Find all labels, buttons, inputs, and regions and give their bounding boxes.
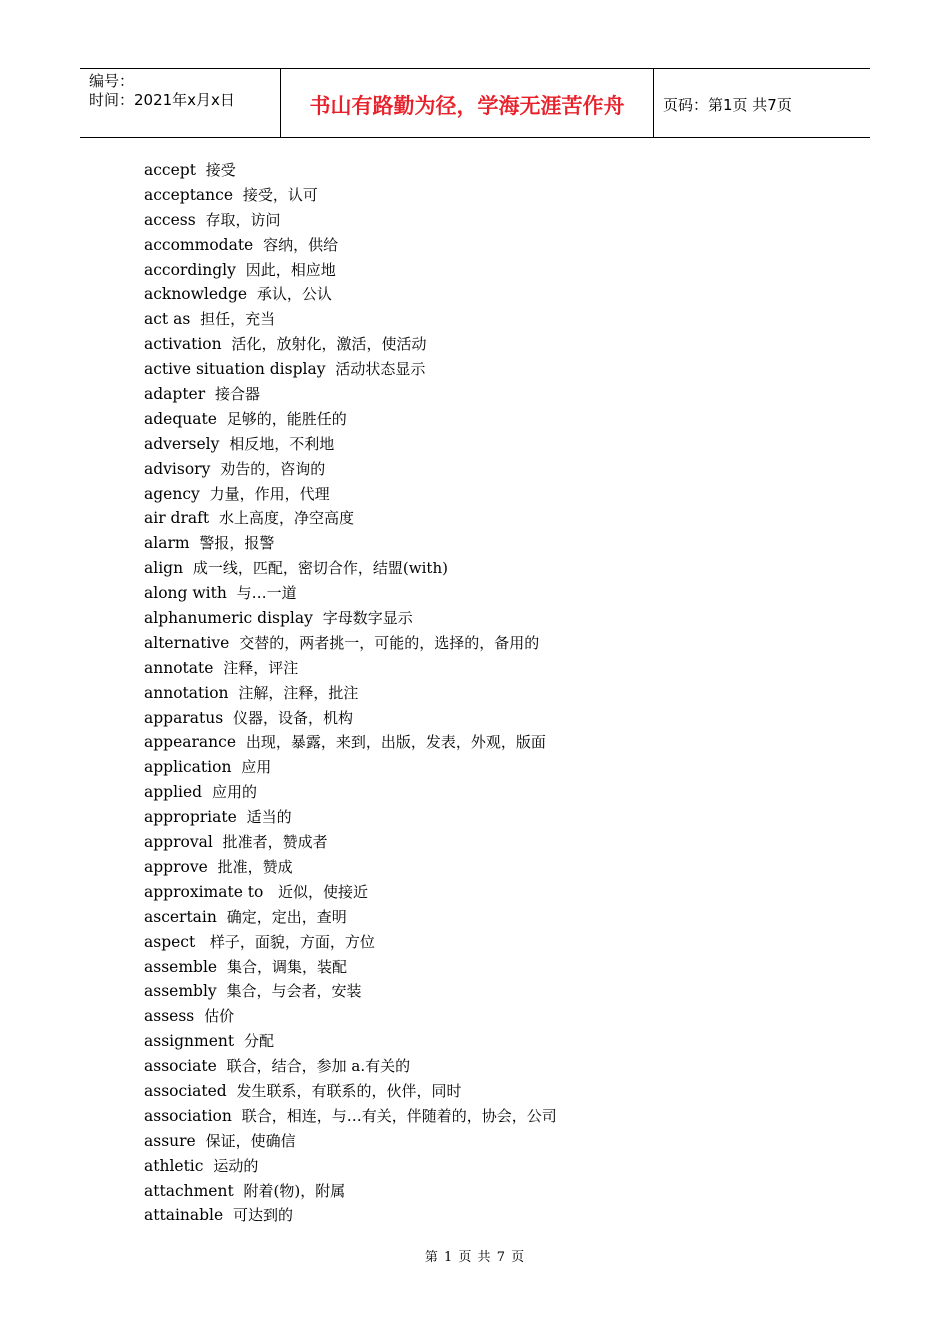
vocab-chinese: 估价 bbox=[204, 1007, 235, 1026]
vocab-entry bbox=[144, 855, 557, 880]
vocab-entry bbox=[144, 955, 557, 980]
vocab-english: act as bbox=[144, 310, 191, 329]
vocab-entry bbox=[144, 233, 557, 258]
vocab-chinese: 批准者，赞成者 bbox=[222, 833, 328, 852]
vocab-chinese: 近似，使接近 bbox=[273, 882, 368, 901]
vocab-chinese: 分配 bbox=[243, 1032, 274, 1051]
vocab-english: access bbox=[144, 210, 196, 229]
vocabulary-list bbox=[144, 158, 557, 1228]
vocab-english: athletic bbox=[144, 1156, 204, 1175]
vocab-english: appropriate bbox=[144, 808, 237, 827]
vocab-english: approve bbox=[144, 857, 208, 876]
vocab-entry bbox=[144, 1004, 557, 1029]
vocab-english: approximate to bbox=[144, 882, 264, 901]
vocab-english: alphanumeric display bbox=[144, 609, 313, 628]
vocab-entry bbox=[144, 482, 557, 507]
vocab-chinese: 接受，认可 bbox=[242, 185, 318, 204]
vocab-english: accordingly bbox=[144, 260, 236, 279]
vocab-chinese: 活化，放射化，激活，使活动 bbox=[231, 335, 427, 354]
vocab-chinese: 相反地，不利地 bbox=[229, 434, 335, 453]
vocab-english: accommodate bbox=[144, 235, 254, 254]
vocab-entry bbox=[144, 606, 557, 631]
vocab-chinese: 与…一道 bbox=[236, 584, 297, 603]
vocab-entry bbox=[144, 457, 557, 482]
vocab-english: advisory bbox=[144, 459, 211, 478]
vocab-chinese: 仪器，设备，机构 bbox=[233, 708, 354, 727]
vocab-english: applied bbox=[144, 783, 203, 802]
vocab-chinese: 应用的 bbox=[211, 783, 257, 802]
vocab-entry bbox=[144, 581, 557, 606]
vocab-entry bbox=[144, 506, 557, 531]
vocab-chinese: 注解，注释，批注 bbox=[238, 683, 359, 702]
vocab-entry bbox=[144, 307, 557, 332]
vocab-english: application bbox=[144, 758, 232, 777]
vocab-chinese: 足够的，能胜任的 bbox=[226, 409, 347, 428]
vocab-entry bbox=[144, 183, 557, 208]
vocab-entry bbox=[144, 208, 557, 233]
vocab-chinese: 交替的，两者挑一，可能的，选择的，备用的 bbox=[239, 633, 540, 652]
vocab-entry bbox=[144, 656, 557, 681]
vocab-english: aspect bbox=[144, 932, 196, 951]
vocab-chinese: 确定，定出，查明 bbox=[226, 907, 347, 926]
vocab-chinese: 应用 bbox=[241, 758, 272, 777]
vocab-chinese: 劝告的，咨询的 bbox=[220, 459, 326, 478]
vocab-entry bbox=[144, 407, 557, 432]
vocab-english: acceptance bbox=[144, 185, 234, 204]
vocab-english: assess bbox=[144, 1007, 195, 1026]
vocab-english: agency bbox=[144, 484, 200, 503]
vocab-english: assembly bbox=[144, 982, 217, 1001]
document-header bbox=[80, 68, 870, 138]
vocab-english: approval bbox=[144, 833, 213, 852]
vocab-english: active situation display bbox=[144, 360, 326, 379]
vocab-chinese: 接合器 bbox=[215, 385, 261, 404]
vocab-entry bbox=[144, 681, 557, 706]
vocab-english: assure bbox=[144, 1131, 196, 1150]
vocab-english: appearance bbox=[144, 733, 236, 752]
vocab-chinese: 成一线，匹配，密切合作，结盟(with) bbox=[192, 559, 448, 578]
vocab-entry bbox=[144, 1054, 557, 1079]
vocab-chinese: 可达到的 bbox=[233, 1206, 294, 1225]
vocab-chinese: 保证，使确信 bbox=[205, 1131, 296, 1150]
vocab-entry bbox=[144, 258, 557, 283]
vocab-entry bbox=[144, 357, 557, 382]
vocab-english: assemble bbox=[144, 957, 218, 976]
vocab-entry bbox=[144, 382, 557, 407]
vocab-english: adapter bbox=[144, 385, 206, 404]
vocab-english: accept bbox=[144, 161, 196, 179]
vocab-entry bbox=[144, 979, 557, 1004]
vocab-entry bbox=[144, 805, 557, 830]
vocab-chinese: 联合，相连，与…有关，伴随着的，协会，公司 bbox=[241, 1106, 557, 1125]
vocab-entry bbox=[144, 556, 557, 581]
vocab-chinese: 批准，赞成 bbox=[217, 857, 293, 876]
page-footer: 第 1 页 共 7 页 bbox=[424, 1250, 526, 1265]
vocab-english: attachment bbox=[144, 1181, 234, 1200]
vocab-english: activation bbox=[144, 335, 222, 354]
vocab-chinese: 因此，相应地 bbox=[245, 260, 336, 279]
vocab-entry bbox=[144, 706, 557, 731]
vocab-chinese: 容纳，供给 bbox=[263, 235, 339, 254]
vocab-chinese: 力量，作用，代理 bbox=[209, 484, 330, 503]
vocab-chinese: 警报，报警 bbox=[199, 534, 275, 553]
vocab-chinese: 存取，访问 bbox=[205, 210, 281, 229]
vocab-entry bbox=[144, 432, 557, 457]
vocab-entry bbox=[144, 531, 557, 556]
vocab-chinese: 接受 bbox=[205, 161, 236, 179]
vocab-english: align bbox=[144, 559, 184, 578]
header-page-info: 页码：第1页 共7页 bbox=[663, 96, 792, 114]
vocab-chinese: 集合，与会者，安装 bbox=[226, 982, 362, 1001]
vocab-english: assignment bbox=[144, 1032, 235, 1051]
vocab-entry bbox=[144, 332, 557, 357]
vocab-entry bbox=[144, 905, 557, 930]
number-label: 编号： bbox=[89, 72, 135, 90]
vocab-english: annotate bbox=[144, 658, 214, 677]
vocab-english: apparatus bbox=[144, 708, 224, 727]
vocab-english: acknowledge bbox=[144, 285, 248, 304]
vocab-english: attainable bbox=[144, 1206, 224, 1225]
vocab-chinese: 担任，充当 bbox=[200, 310, 276, 329]
header-meta bbox=[80, 69, 281, 137]
vocab-entry bbox=[144, 830, 557, 855]
header-motto: 书山有路勤为径，学海无涯苦作舟 bbox=[281, 69, 654, 137]
vocab-entry bbox=[144, 158, 557, 183]
vocab-english: associated bbox=[144, 1081, 227, 1100]
vocab-chinese: 发生联系，有联系的，伙伴，同时 bbox=[236, 1081, 462, 1100]
date-label: 时间：2021年x月x日 bbox=[89, 91, 235, 109]
vocab-chinese: 集合，调集，装配 bbox=[226, 957, 347, 976]
vocab-chinese: 适当的 bbox=[246, 808, 292, 827]
vocab-chinese: 出现，暴露，来到，出版，发表，外观，版面 bbox=[245, 733, 546, 752]
vocab-english: adversely bbox=[144, 434, 220, 453]
vocab-english: along with bbox=[144, 584, 227, 603]
vocab-chinese: 水上高度，净空高度 bbox=[218, 509, 354, 528]
vocab-chinese: 承认，公认 bbox=[256, 285, 332, 304]
vocab-entry bbox=[144, 631, 557, 656]
vocab-entry bbox=[144, 1029, 557, 1054]
vocab-english: annotation bbox=[144, 683, 229, 702]
vocab-english: adequate bbox=[144, 409, 217, 428]
vocab-english: associate bbox=[144, 1057, 217, 1076]
vocab-entry bbox=[144, 1179, 557, 1204]
vocab-chinese: 活动状态显示 bbox=[335, 360, 426, 379]
vocab-entry bbox=[144, 1104, 557, 1129]
vocab-entry bbox=[144, 1129, 557, 1154]
vocab-chinese: 附着(物)，附属 bbox=[243, 1181, 346, 1200]
vocab-entry bbox=[144, 1203, 557, 1228]
vocab-entry bbox=[144, 755, 557, 780]
vocab-entry bbox=[144, 930, 557, 955]
vocab-chinese: 联合，结合，参加 a.有关的 bbox=[226, 1057, 411, 1076]
vocab-chinese: 样子，面貌，方面，方位 bbox=[205, 932, 375, 951]
vocab-english: air draft bbox=[144, 509, 210, 528]
vocab-entry bbox=[144, 1079, 557, 1104]
vocab-entry bbox=[144, 880, 557, 905]
vocab-chinese: 字母数字显示 bbox=[322, 609, 413, 628]
vocab-english: alternative bbox=[144, 633, 230, 652]
vocab-english: alarm bbox=[144, 534, 190, 553]
vocab-entry bbox=[144, 282, 557, 307]
vocab-english: ascertain bbox=[144, 907, 217, 926]
vocab-entry bbox=[144, 780, 557, 805]
vocab-entry bbox=[144, 730, 557, 755]
vocab-chinese: 注释，评注 bbox=[223, 658, 299, 677]
vocab-chinese: 运动的 bbox=[213, 1156, 259, 1175]
vocab-english: association bbox=[144, 1106, 232, 1125]
vocab-entry bbox=[144, 1154, 557, 1179]
